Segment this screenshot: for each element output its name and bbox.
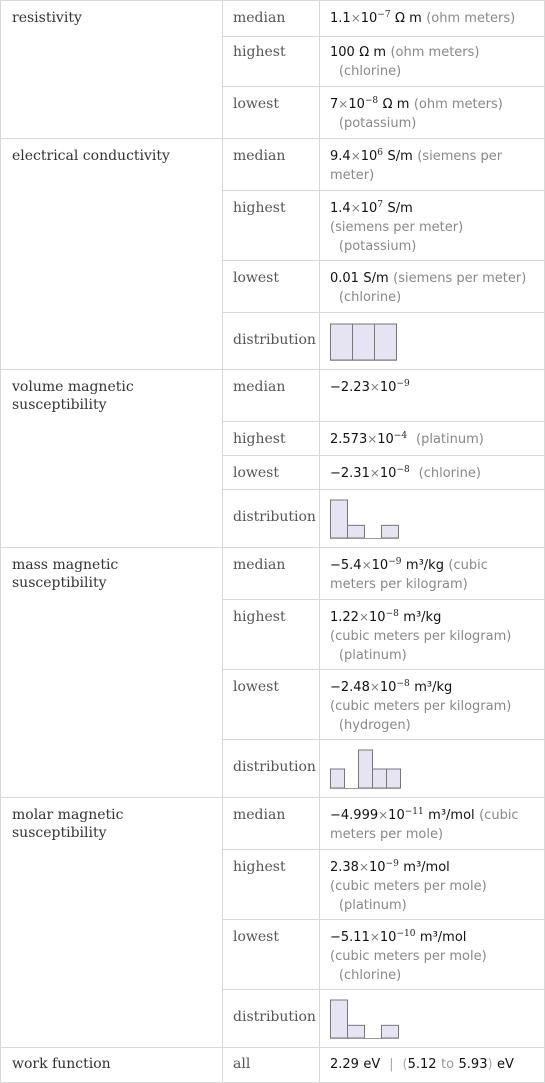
row-divider (0, 138, 545, 139)
value-resistivity-lowest: $7\times 10^{-8}$ Ω m (ohm meters) (potassium) (330, 96, 503, 131)
sub-label-median: median (233, 148, 286, 164)
sub-label-highest: highest (233, 200, 286, 216)
value-volume-susc-highest: $2.573\times 10^{-4}$ (platinum) (330, 431, 484, 447)
value-conductivity-highest: $1.4\times 10^7$ S/m (siemens per meter) (potassium) (330, 200, 464, 254)
sub-label-highest: highest (233, 44, 286, 60)
row-divider (0, 369, 545, 370)
sub-label-lowest: lowest (233, 679, 279, 695)
value-volume-susc-median: $-2.23\times 10^{-9}$ (330, 379, 410, 395)
distribution-histogram-mass-susc (329, 747, 401, 791)
row-divider (222, 919, 545, 920)
histogram-bar (387, 769, 401, 788)
sub-label-lowest: lowest (233, 270, 279, 286)
value-resistivity-highest: 100 Ω m (ohm meters) (chlorine) (330, 45, 480, 79)
value-resistivity-median: $1.1\times 10^{-7}$ Ω m (ohm meters) (330, 10, 516, 26)
value-conductivity-lowest: 0.01 S/m (siemens per meter) (chlorine) (330, 271, 527, 305)
histogram-bar (331, 1000, 348, 1038)
column-divider (222, 0, 223, 1083)
histogram-bar (382, 1025, 399, 1038)
value-molar-susc-median: $-4.999\times 10^{-11}$ m³/mol (cubic meters per mole) (330, 807, 519, 842)
histogram-bar (382, 525, 399, 538)
histogram-bar (353, 324, 375, 360)
row-divider (222, 455, 545, 456)
row-divider (222, 739, 545, 740)
column-divider (319, 0, 320, 1083)
row-divider (222, 599, 545, 600)
sub-label-median: median (233, 807, 286, 823)
value-volume-susc-lowest: $-2.31\times 10^{-8}$ (chlorine) (330, 465, 481, 481)
sub-label-distribution: distribution (233, 332, 316, 348)
sub-label-distribution: distribution (233, 509, 316, 525)
histogram-bar (331, 500, 348, 538)
property-label-mass-magnetic-susceptibility: mass magnetic susceptibility (12, 557, 119, 591)
value-conductivity-median: $9.4\times 10^6$ S/m (siemens per meter) (330, 148, 503, 183)
sub-label-median: median (233, 379, 286, 395)
histogram-bar (331, 324, 353, 360)
value-molar-susc-lowest: $-5.11\times 10^{-10}$ m³/mol (cubic meters per mole) (chlorine) (330, 929, 487, 983)
row-divider (222, 849, 545, 850)
sub-label-lowest: lowest (233, 929, 279, 945)
sub-label-highest: highest (233, 609, 286, 625)
property-label-resistivity: resistivity (12, 10, 82, 26)
row-divider (222, 989, 545, 990)
value-work-function-all: 2.29 eV | (5.12 to 5.93) eV (330, 1057, 514, 1072)
row-divider (222, 669, 545, 670)
property-label-volume-magnetic-susceptibility: volume magnetic susceptibility (12, 379, 134, 413)
table-border-left (0, 0, 1, 1083)
sub-label-all: all (233, 1056, 251, 1072)
distribution-histogram-molar-susc (329, 997, 401, 1041)
property-label-electrical-conductivity: electrical conductivity (12, 148, 170, 164)
row-divider (222, 489, 545, 490)
value-mass-susc-lowest: $-2.48\times 10^{-8}$ m³/kg (cubic meters per kilogram) (hydrogen) (330, 679, 512, 733)
sub-label-median: median (233, 10, 286, 26)
row-divider (222, 86, 545, 87)
property-label-work-function: work function (12, 1056, 111, 1072)
row-divider (0, 547, 545, 548)
sub-label-lowest: lowest (233, 465, 279, 481)
row-divider (222, 190, 545, 191)
histogram-bar (373, 769, 387, 788)
property-label-molar-magnetic-susceptibility: molar magnetic susceptibility (12, 807, 124, 841)
value-mass-susc-highest: $1.22\times 10^{-8}$ m³/kg (cubic meters per kilogram) (platinum) (330, 609, 512, 663)
sub-label-median: median (233, 557, 286, 573)
histogram-bar (359, 750, 373, 788)
value-molar-susc-highest: $2.38\times 10^{-9}$ m³/mol (cubic meters per mole) (platinum) (330, 859, 487, 913)
row-divider (222, 260, 545, 261)
sub-label-distribution: distribution (233, 1009, 316, 1025)
histogram-bar (348, 1025, 365, 1038)
sub-label-distribution: distribution (233, 759, 316, 775)
histogram-bar (331, 769, 345, 788)
row-divider (222, 312, 545, 313)
sub-label-highest: highest (233, 859, 286, 875)
row-divider (222, 36, 545, 37)
sub-label-highest: highest (233, 431, 286, 447)
distribution-histogram-volume-susc (329, 497, 401, 541)
row-divider (0, 0, 545, 1)
value-mass-susc-median: $-5.4\times 10^{-9}$ m³/kg (cubic meters per kilogram) (330, 557, 488, 592)
row-divider (0, 797, 545, 798)
row-divider (0, 1047, 545, 1048)
histogram-bar (375, 324, 397, 360)
row-divider (222, 421, 545, 422)
distribution-histogram-conductivity (329, 321, 401, 363)
sub-label-lowest: lowest (233, 96, 279, 112)
histogram-bar (348, 525, 365, 538)
